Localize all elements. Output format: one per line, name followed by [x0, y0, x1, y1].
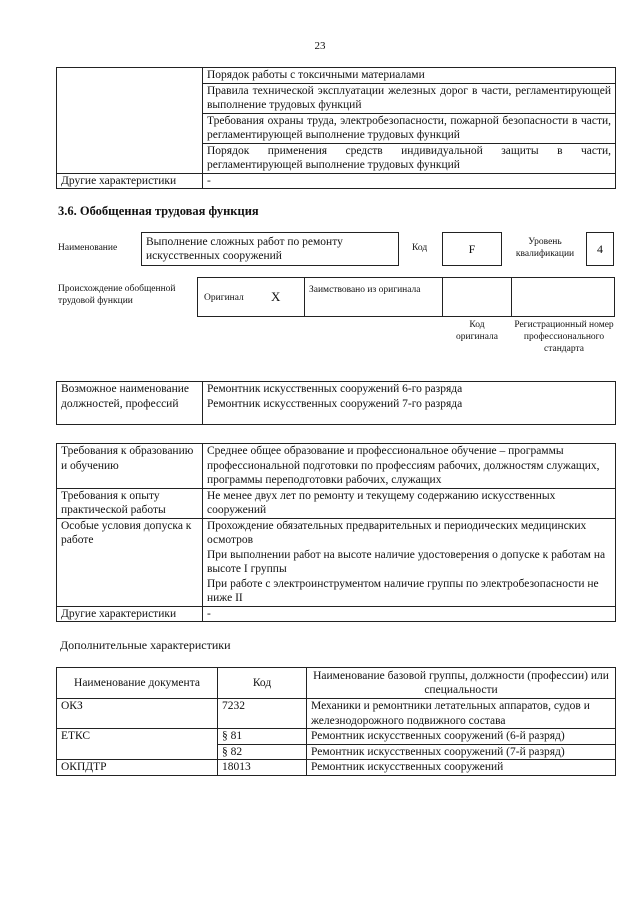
name-value: Выполнение сложных работ по ремонту искусственных сооружений — [141, 232, 399, 266]
original-label: Оригинал — [204, 293, 244, 303]
additional-title: Дополнительные характеристики — [60, 638, 231, 652]
requirement-value: Не менее двух лет по ремонту и текущему содержанию искусственных сооружений — [203, 488, 616, 518]
positions-label: Возможное наименование должностей, профессий — [57, 382, 203, 425]
other-characteristics-label: Другие характеристики — [57, 173, 203, 189]
requirement-label: Другие характеристики — [57, 606, 203, 622]
position-item: Ремонтник искусственных сооружений 7-го разряда — [207, 397, 463, 410]
positions-table — [56, 381, 616, 425]
column-header: Код — [218, 668, 307, 699]
requirement-value: При работе с электроинструментом наличие группы по электробезопасности не ниже II — [207, 577, 599, 604]
table-row: Порядок работы с токсичными материалами — [203, 68, 616, 84]
knowledge-table — [56, 67, 616, 189]
doc-code: § 81 — [218, 729, 307, 745]
page-number: 23 — [314, 40, 326, 52]
requirements-table — [56, 443, 616, 622]
doc-code: § 82 — [218, 744, 307, 760]
empty-label-cell — [57, 68, 203, 174]
requirement-value: - — [203, 606, 616, 622]
requirement-value: Прохождение обязательных предварительных и периодических медицинских осмотров — [207, 519, 587, 546]
additional-table — [56, 667, 616, 776]
table-row: Правила технической эксплуатации железных дорог в части, регламентирующей выполнение трудовых функций — [203, 83, 616, 113]
code-caption: Код оригинала — [456, 320, 498, 342]
doc-title: Механики и ремонтники летательных аппаратов, судов и железнодорожного подвижного состава — [307, 699, 616, 729]
requirement-value: При выполнении работ на высоте наличие удостоверения о допуске к работам на высоте I группы — [207, 548, 606, 575]
doc-name: ЕТКС — [57, 729, 218, 760]
requirement-label: Особые условия допуска к работе — [57, 518, 203, 606]
section-title: 3.6. Обобщенная трудовая функция — [58, 204, 259, 218]
doc-code: 7232 — [218, 699, 307, 729]
origin-label: Происхождение обобщенной трудовой функции — [58, 284, 176, 306]
doc-name: ОКПДТР — [57, 760, 218, 776]
doc-name: ОКЗ — [57, 699, 218, 729]
origin-box — [197, 277, 615, 317]
doc-code: 18013 — [218, 760, 307, 776]
code-label: Код — [412, 243, 428, 253]
other-characteristics-value: - — [203, 173, 616, 189]
level-label: Уровень квалификации — [515, 237, 575, 259]
requirement-label: Требования к опыту практической работы — [57, 488, 203, 518]
code-value: F — [442, 232, 502, 266]
table-row: Порядок применения средств индивидуальной защиты в части, регламентирующей выполнение трудовых функций — [203, 143, 616, 173]
table-row: Требования охраны труда, электробезопасности, пожарной безопасности в части, регламентирующей выполнение трудовых функций — [203, 113, 616, 143]
level-value: 4 — [586, 232, 614, 266]
position-item: Ремонтник искусственных сооружений 6-го разряда — [207, 383, 463, 395]
doc-title: Ремонтник искусственных сооружений (7-й разряд) — [307, 744, 616, 760]
divider — [511, 277, 512, 317]
doc-title: Ремонтник искусственных сооружений — [307, 760, 616, 776]
column-header: Наименование документа — [57, 668, 218, 699]
requirement-label: Требования к образованию и обучению — [57, 444, 203, 489]
divider — [304, 277, 305, 317]
original-mark: X — [271, 289, 281, 304]
requirement-value: Среднее общее образование и профессиональное обучение – программы профессиональной подготовки по профессиям рабочих, должностям служащих, программы переподготовки рабочих, служащих — [203, 444, 616, 489]
divider — [442, 277, 443, 317]
reg-number-caption: Регистрационный номер профессионального стандарта — [514, 320, 614, 354]
column-header: Наименование базовой группы, должности (профессии) или специальности — [307, 668, 616, 699]
name-label: Наименование — [58, 243, 118, 253]
borrowed-label: Заимствовано из оригинала — [309, 285, 421, 295]
doc-title: Ремонтник искусственных сооружений (6-й разряд) — [307, 729, 616, 745]
